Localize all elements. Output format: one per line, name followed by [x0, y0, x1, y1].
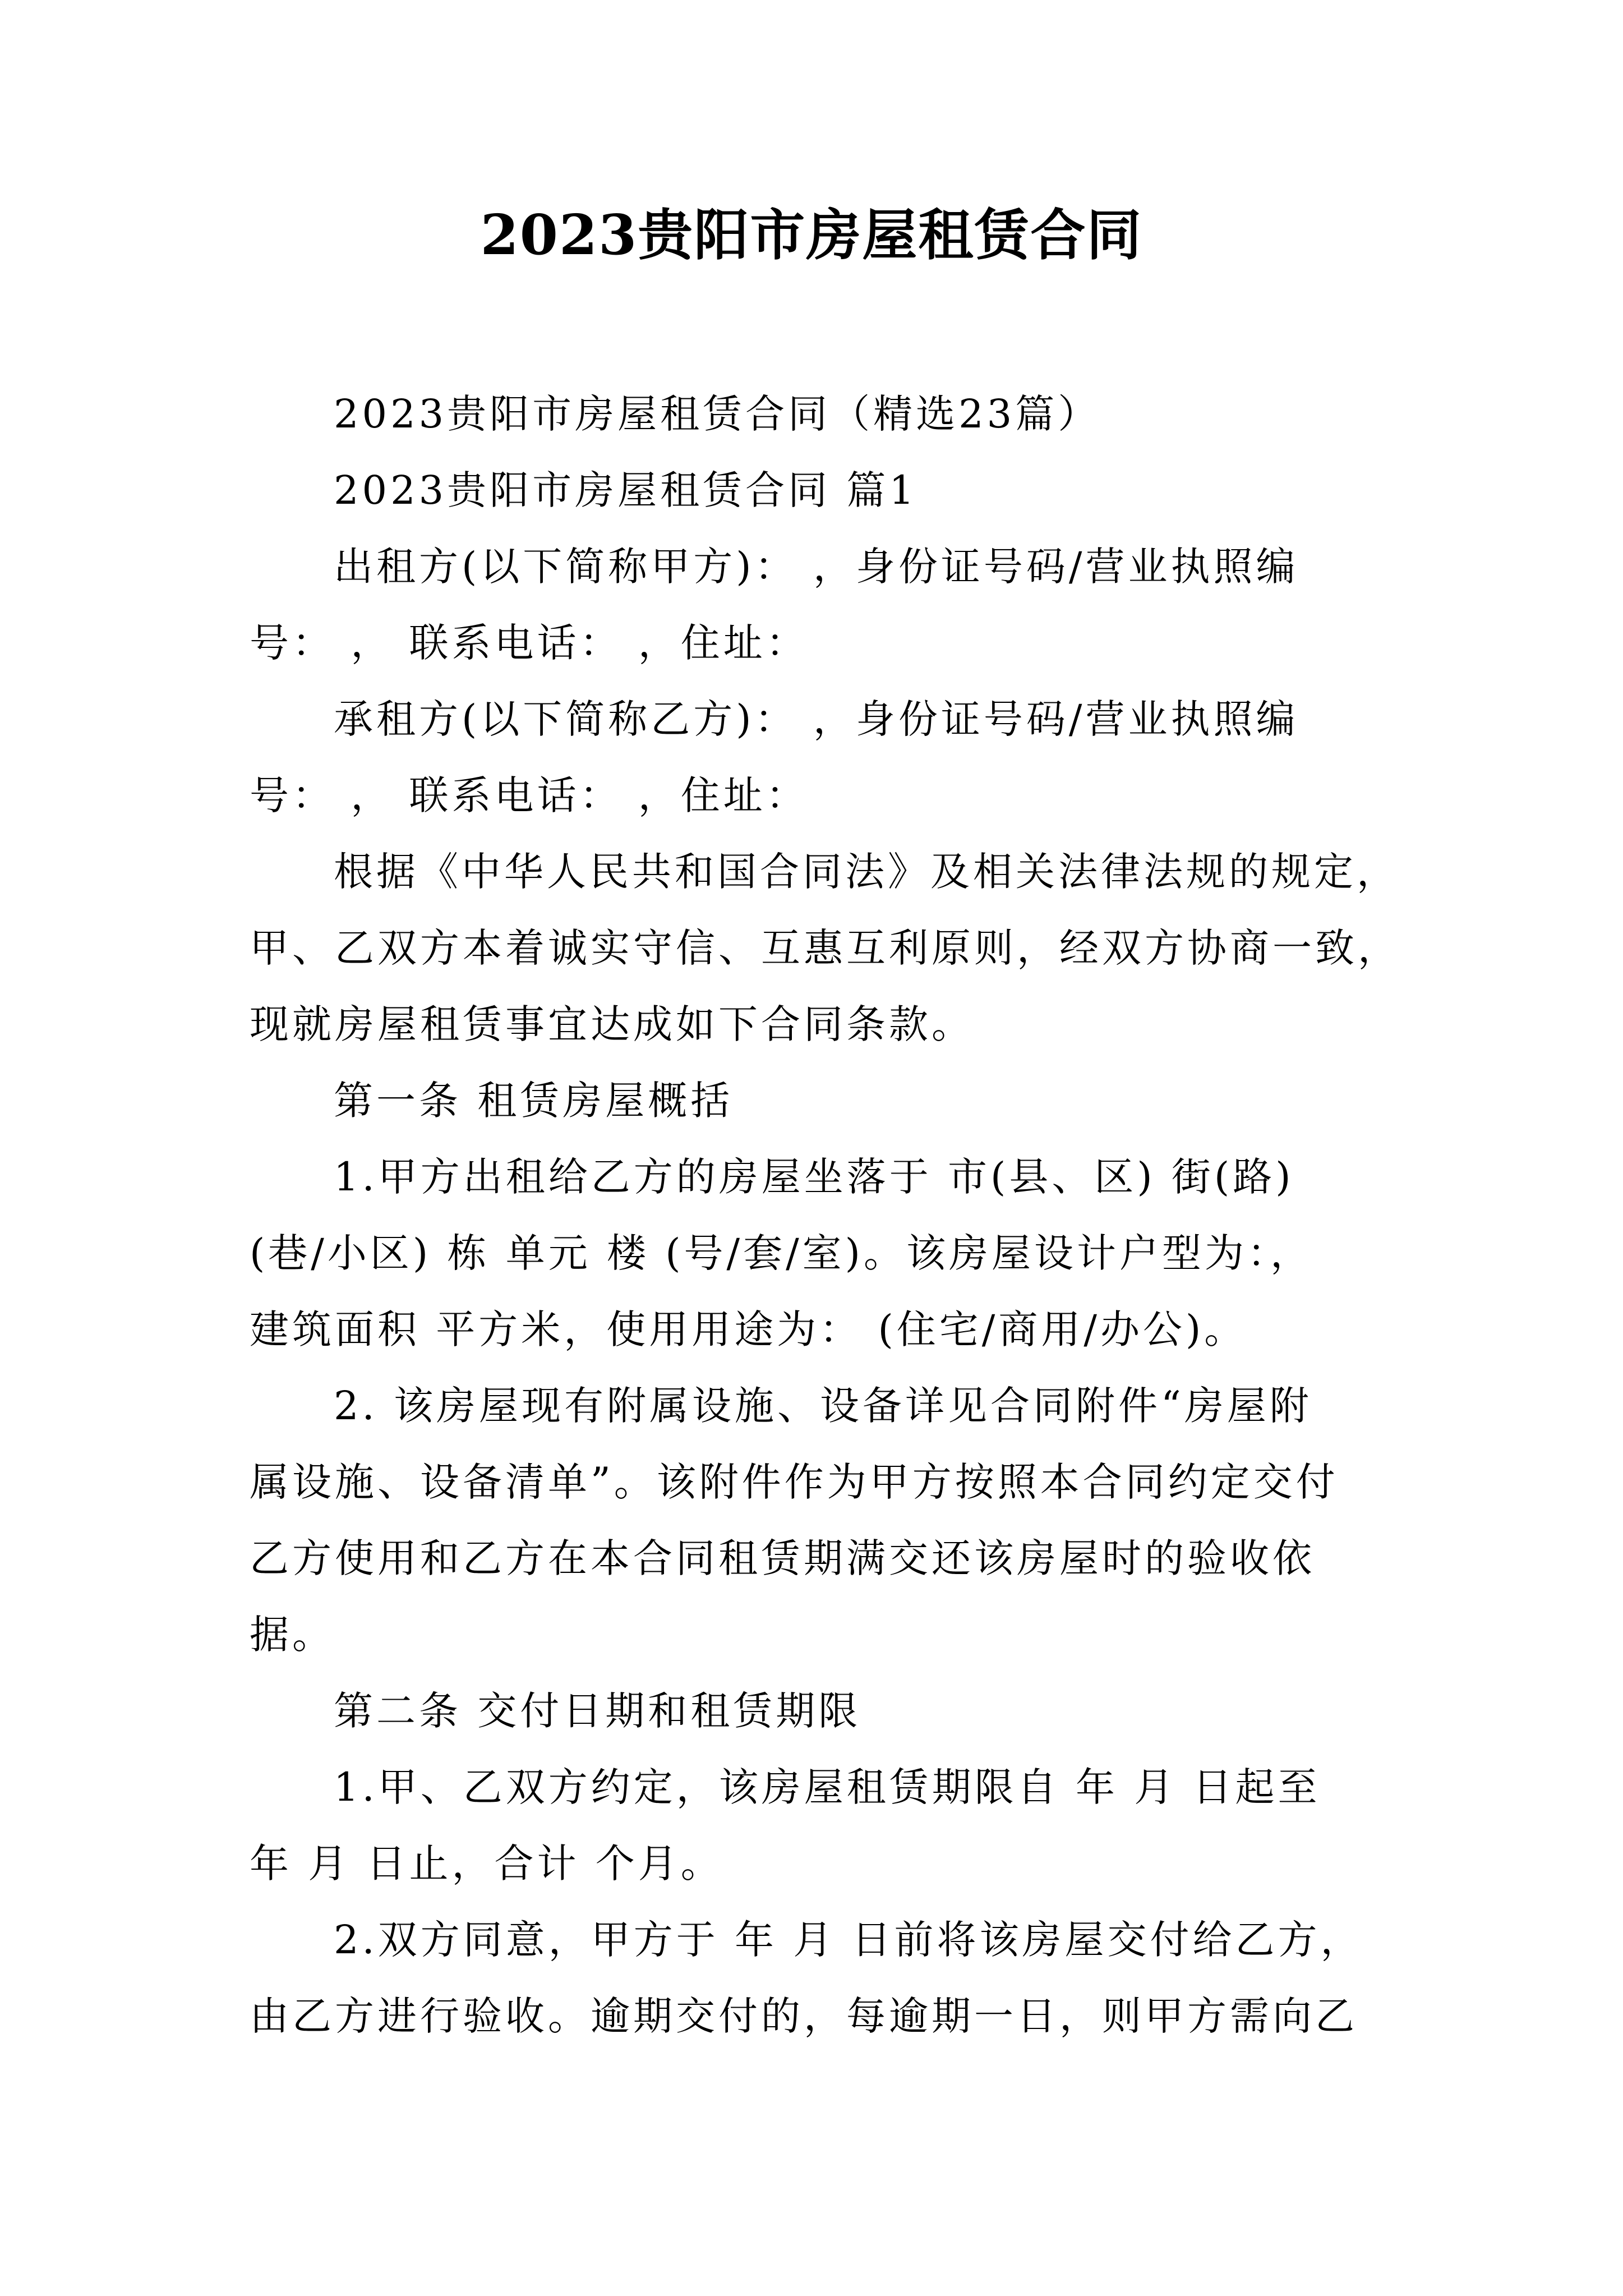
paragraph-line: 建筑面积 平方米，使用用途为： (住宅/商用/办公)。 — [250, 1306, 1247, 1352]
paragraph-line: 2.双方同意，甲方于 年 月 日前将该房屋交付给乙方， — [334, 1917, 1363, 1963]
section-heading: 第一条 租赁房屋概括 — [334, 1078, 734, 1124]
paragraph-line: 属设施、设备清单”。该附件作为甲方按照本合同约定交付 — [250, 1459, 1339, 1505]
paragraph-line: 根据《中华人民共和国合同法》及相关法律法规的规定， — [334, 849, 1399, 895]
paragraph-line: 据。 — [250, 1612, 335, 1658]
paragraph-line: 乙方使用和乙方在本合同租赁期满交还该房屋时的验收依 — [250, 1535, 1315, 1581]
paragraph-line: 1.甲、乙双方约定，该房屋租赁期限自 年 月 日起至 — [334, 1764, 1321, 1810]
document-body — [250, 376, 1400, 2054]
paragraph-line: 年 月 日止，合计 个月。 — [250, 1841, 723, 1887]
paragraph-line: 2. 该房屋现有附属设施、设备详见合同附件“房屋附 — [334, 1383, 1312, 1429]
section-heading: 第二条 交付日期和租赁期限 — [334, 1688, 861, 1734]
paragraph-line: 承租方(以下简称乙方)： ，身份证号码/营业执照编 — [334, 696, 1299, 742]
document-title: 2023贵阳市房屋租赁合同 — [480, 203, 1143, 268]
paragraph-line: 出租方(以下简称甲方)： ，身份证号码/营业执照编 — [334, 544, 1299, 590]
paragraph-line: 1.甲方出租给乙方的房屋坐落于 市(县、区) 街(路) — [334, 1154, 1294, 1200]
paragraph-line: 由乙方进行验收。逾期交付的，每逾期一日，则甲方需向乙 — [250, 1993, 1358, 2039]
paragraph-line: 2023贵阳市房屋租赁合同 篇1 — [334, 467, 917, 513]
paragraph-line: 号： ， 联系电话： ，住址： — [250, 620, 809, 666]
paragraph-line: 号： ， 联系电话： ，住址： — [250, 772, 809, 818]
paragraph-line: (巷/小区) 栋 单元 楼 (号/套/室)。该房屋设计户型为：， — [250, 1230, 1313, 1276]
paragraph-line: 甲、乙双方本着诚实守信、互惠互利原则，经双方协商一致， — [250, 925, 1400, 971]
paragraph-line: 2023贵阳市房屋租赁合同（精选23篇） — [334, 391, 1101, 437]
paragraph-line: 现就房屋租赁事宜达成如下合同条款。 — [250, 1001, 974, 1047]
